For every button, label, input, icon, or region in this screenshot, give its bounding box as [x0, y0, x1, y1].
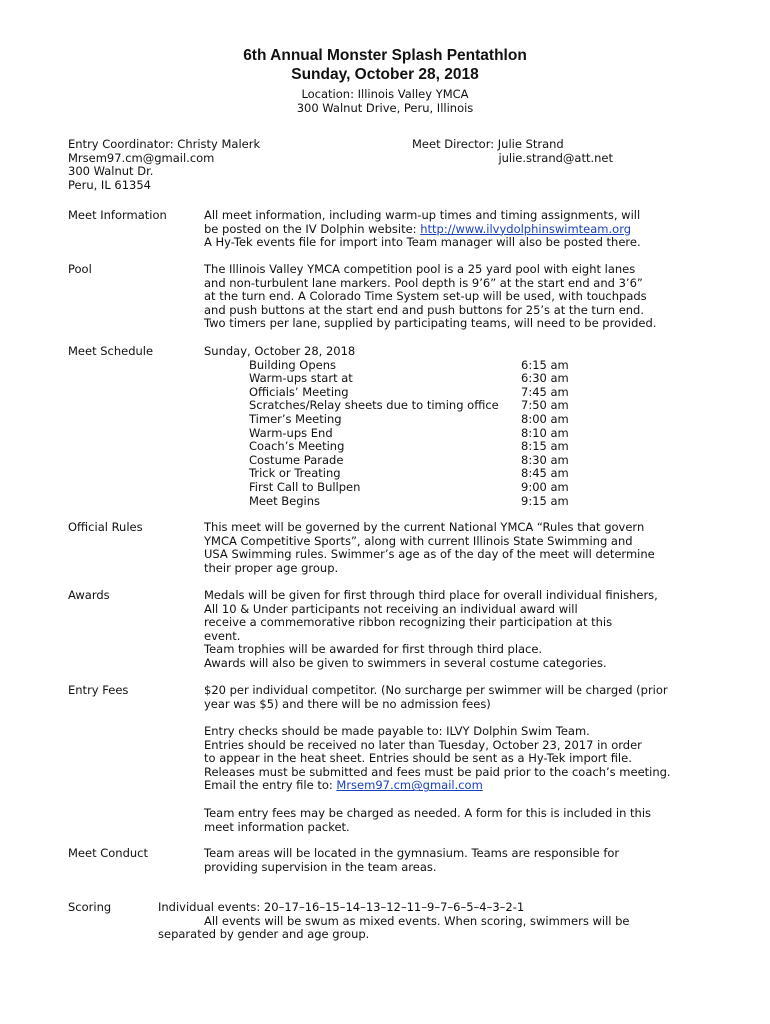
coordinator-city: Peru, IL 61354: [68, 177, 151, 192]
scoring-mixed-events: All events will be swum as mixed events. When scoring, swimmers will be: [204, 913, 630, 928]
awards-label: Awards: [68, 588, 110, 602]
schedule-time: 8:45 am: [521, 466, 569, 481]
team-fees-line: meet information packet.: [204, 819, 350, 834]
schedule-event: Meet Begins: [249, 493, 320, 508]
meet-info-line: All meet information, including warm-up times and timing assignments, will: [204, 208, 641, 222]
rules-line: their proper age group.: [204, 560, 339, 575]
schedule-row: [204, 359, 684, 373]
meet-schedule: [204, 345, 684, 508]
scoring-points: Individual events: 20–17–16–15–14–13–12–11–9–7–6–5–4–3–2-1: [158, 900, 525, 914]
entry-line: [204, 779, 684, 793]
scoring-label: Scoring: [68, 900, 112, 914]
entry-fees-label: Entry Fees: [68, 683, 129, 697]
coordinator-block: [68, 138, 260, 192]
schedule-event: Timer’s Meeting: [249, 411, 342, 426]
official-rules-text: [204, 521, 684, 575]
schedule-row: [204, 481, 684, 495]
schedule-row: [204, 467, 684, 481]
schedule-row: [204, 372, 684, 386]
schedule-time: 6:30 am: [521, 371, 569, 386]
schedule-event: Building Opens: [249, 357, 337, 372]
entry-line: to appear in the heat sheet. Entries should be sent as a Hy-Tek import file.: [204, 751, 632, 766]
schedule-row: [204, 427, 684, 441]
rules-line: USA Swimming rules. Swimmer’s age as of the day of the meet will determine: [204, 547, 655, 562]
entry-email-link[interactable]: Mrsem97.cm@gmail.com: [336, 778, 483, 793]
fees-line: year was $5) and there will be no admission fees): [204, 696, 491, 711]
director-name: Meet Director: Julie Strand: [412, 137, 564, 151]
schedule-event: Costume Parade: [249, 452, 344, 467]
schedule-time: 9:15 am: [521, 493, 569, 508]
entry-instructions: [204, 725, 684, 793]
meet-information-label: Meet Information: [68, 208, 167, 222]
entry-line: Entries should be received no later than Tuesday, October 23, 2017 in order: [204, 737, 642, 752]
schedule-date: Sunday, October 28, 2018: [204, 344, 356, 358]
schedule-event: Coach’s Meeting: [249, 439, 345, 454]
document-title: 6th Annual Monster Splash Pentathlon: [243, 47, 527, 64]
schedule-time: 7:50 am: [521, 398, 569, 413]
fees-line: $20 per individual competitor. (No surcharge per swimmer will be charged (prior: [204, 683, 668, 697]
schedule-event: Trick or Treating: [249, 466, 341, 481]
schedule-row: [204, 386, 684, 400]
official-rules-label: Official Rules: [68, 520, 143, 534]
meet-information-text: [204, 209, 684, 250]
meet-info-website-prefix: be posted on the IV Dolphin website:: [204, 221, 421, 236]
pool-line: and non-turbulent lane markers. Pool depth is 9’6” at the start end and 3’6”: [204, 275, 643, 290]
awards-line: Team trophies will be awarded for first through third place.: [204, 642, 543, 657]
schedule-time: 9:00 am: [521, 479, 569, 494]
schedule-time: 8:00 am: [521, 411, 569, 426]
conduct-line: Team areas will be located in the gymnasium. Teams are responsible for: [204, 846, 620, 860]
schedule-row: [204, 495, 684, 509]
pool-line: at the turn end. A Colorado Time System set-up will be used, with touchpads: [204, 289, 647, 304]
entry-line: Entry checks should be made payable to: ILVY Dolphin Swim Team.: [204, 724, 590, 738]
pool-text: [204, 263, 684, 331]
schedule-row: [204, 399, 684, 413]
awards-text: [204, 589, 684, 671]
schedule-time: 8:30 am: [521, 452, 569, 467]
pool-line: The Illinois Valley YMCA competition pool is a 25 yard pool with eight lanes: [204, 262, 636, 276]
schedule-time: 8:10 am: [521, 425, 569, 440]
entry-email-prefix: Email the entry file to:: [204, 778, 337, 793]
awards-line: Medals will be given for first through third place for overall individual finishers,: [204, 588, 658, 602]
entry-line: Releases must be submitted and fees must be paid prior to the coach’s meeting.: [204, 764, 671, 779]
team-website-link[interactable]: http://www.ilvydolphinswimteam.org: [420, 221, 632, 236]
schedule-event: Scratches/Relay sheets due to timing office: [249, 398, 499, 413]
rules-line: This meet will be governed by the current National YMCA “Rules that govern: [204, 520, 645, 534]
schedule-time: 8:15 am: [521, 439, 569, 454]
schedule-event: Warm-ups start at: [249, 371, 353, 386]
coordinator-name: Entry Coordinator: Christy Malerk: [68, 137, 261, 151]
schedule-event: Officials’ Meeting: [249, 384, 349, 399]
meet-conduct-label: Meet Conduct: [68, 846, 149, 860]
schedule-event: First Call to Bullpen: [249, 479, 361, 494]
team-fees-line: Team entry fees may be charged as needed. A form for this is included in this: [204, 806, 652, 820]
schedule-row: [204, 413, 684, 427]
schedule-time: 6:15 am: [521, 357, 569, 372]
director-email: julie.strand@att.net: [498, 150, 613, 165]
schedule-row: [204, 440, 684, 454]
location-line: Location: Illinois Valley YMCA: [301, 87, 469, 101]
awards-line: All 10 & Under participants not receiving an individual award will: [204, 601, 578, 616]
meet-schedule-label: Meet Schedule: [68, 344, 154, 358]
meet-info-line: [204, 223, 684, 237]
coordinator-email: Mrsem97.cm@gmail.com: [68, 150, 215, 165]
schedule-event: Warm-ups End: [249, 425, 333, 440]
coordinator-street: 300 Walnut Dr.: [68, 164, 154, 179]
pool-line: Two timers per lane, supplied by participating teams, will need to be provided.: [204, 316, 657, 331]
meet-conduct-text: [204, 847, 684, 874]
team-entry-fees: [204, 807, 684, 834]
scoring-grouping: separated by gender and age group.: [158, 927, 370, 942]
schedule-row: [204, 454, 684, 468]
address-line: 300 Walnut Drive, Peru, Illinois: [296, 101, 474, 115]
pool-line: and push buttons at the start end and push buttons for 25’s at the turn end.: [204, 302, 645, 317]
awards-line: event.: [204, 628, 241, 643]
entry-fees-text: [204, 684, 684, 711]
rules-line: YMCA Competitive Sports”, along with current Illinois State Swimming and: [204, 533, 633, 548]
conduct-line: providing supervision in the team areas.: [204, 859, 437, 874]
document-date: Sunday, October 28, 2018: [291, 66, 479, 83]
pool-label: Pool: [68, 262, 92, 276]
schedule-time: 7:45 am: [521, 384, 569, 399]
awards-line: Awards will also be given to swimmers in several costume categories.: [204, 655, 607, 670]
meet-info-line: A Hy-Tek events file for import into Team manager will also be posted there.: [204, 235, 641, 250]
awards-line: receive a commemorative ribbon recognizing their participation at this: [204, 615, 613, 630]
